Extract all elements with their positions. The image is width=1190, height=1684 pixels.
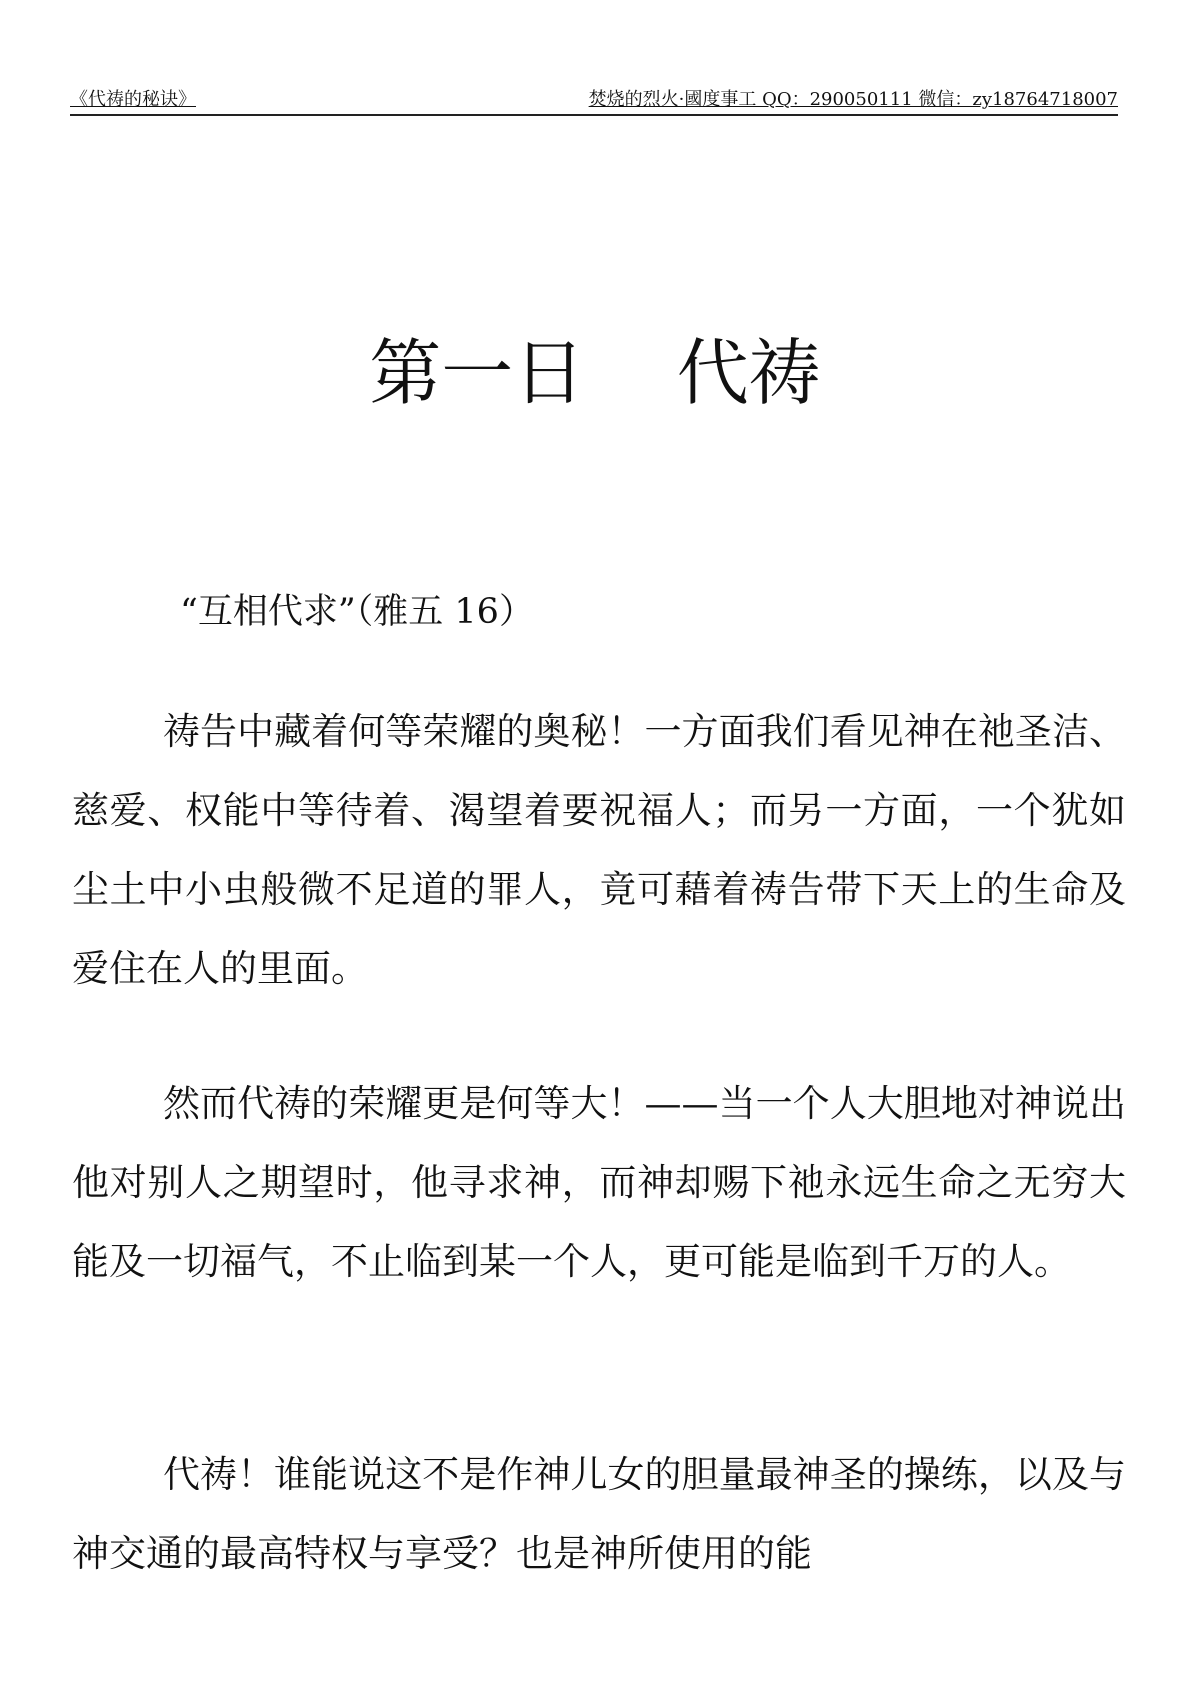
body-paragraph-1: 祷告中藏着何等荣耀的奥秘！一方面我们看见神在祂圣洁、慈爱、权能中等待着、渴望着要祝福人；而另一方面，一个犹如尘土中小虫般微不足道的罪人，竟可藉着祷告带下天上的生命及爱住在人的里面。 [72,710,1126,990]
header-book-title: 《代祷的秘诀》 [70,89,196,110]
scripture-reference: “互相代求”（雅五 16） [180,592,534,632]
body-paragraph-2: 然而代祷的荣耀更是何等大！——当一个人大胆地对神说出他对别人之期望时，他寻求神，而神却赐下祂永远生命之无穷大能及一切福气，不止临到某一个人，更可能是临到千万的人。 [72,1082,1126,1283]
body-paragraph-3: 代祷！谁能说这不是作神儿女的胆量最神圣的操练，以及与神交通的最高特权与享受？也是神所使用的能 [72,1453,1126,1575]
chapter-title: 第一日 代祷 [369,331,821,415]
running-header [70,84,1118,116]
header-ministry-contact: 焚烧的烈火·國度事工 QQ：290050111 微信：zy18764718007 [588,89,1118,110]
